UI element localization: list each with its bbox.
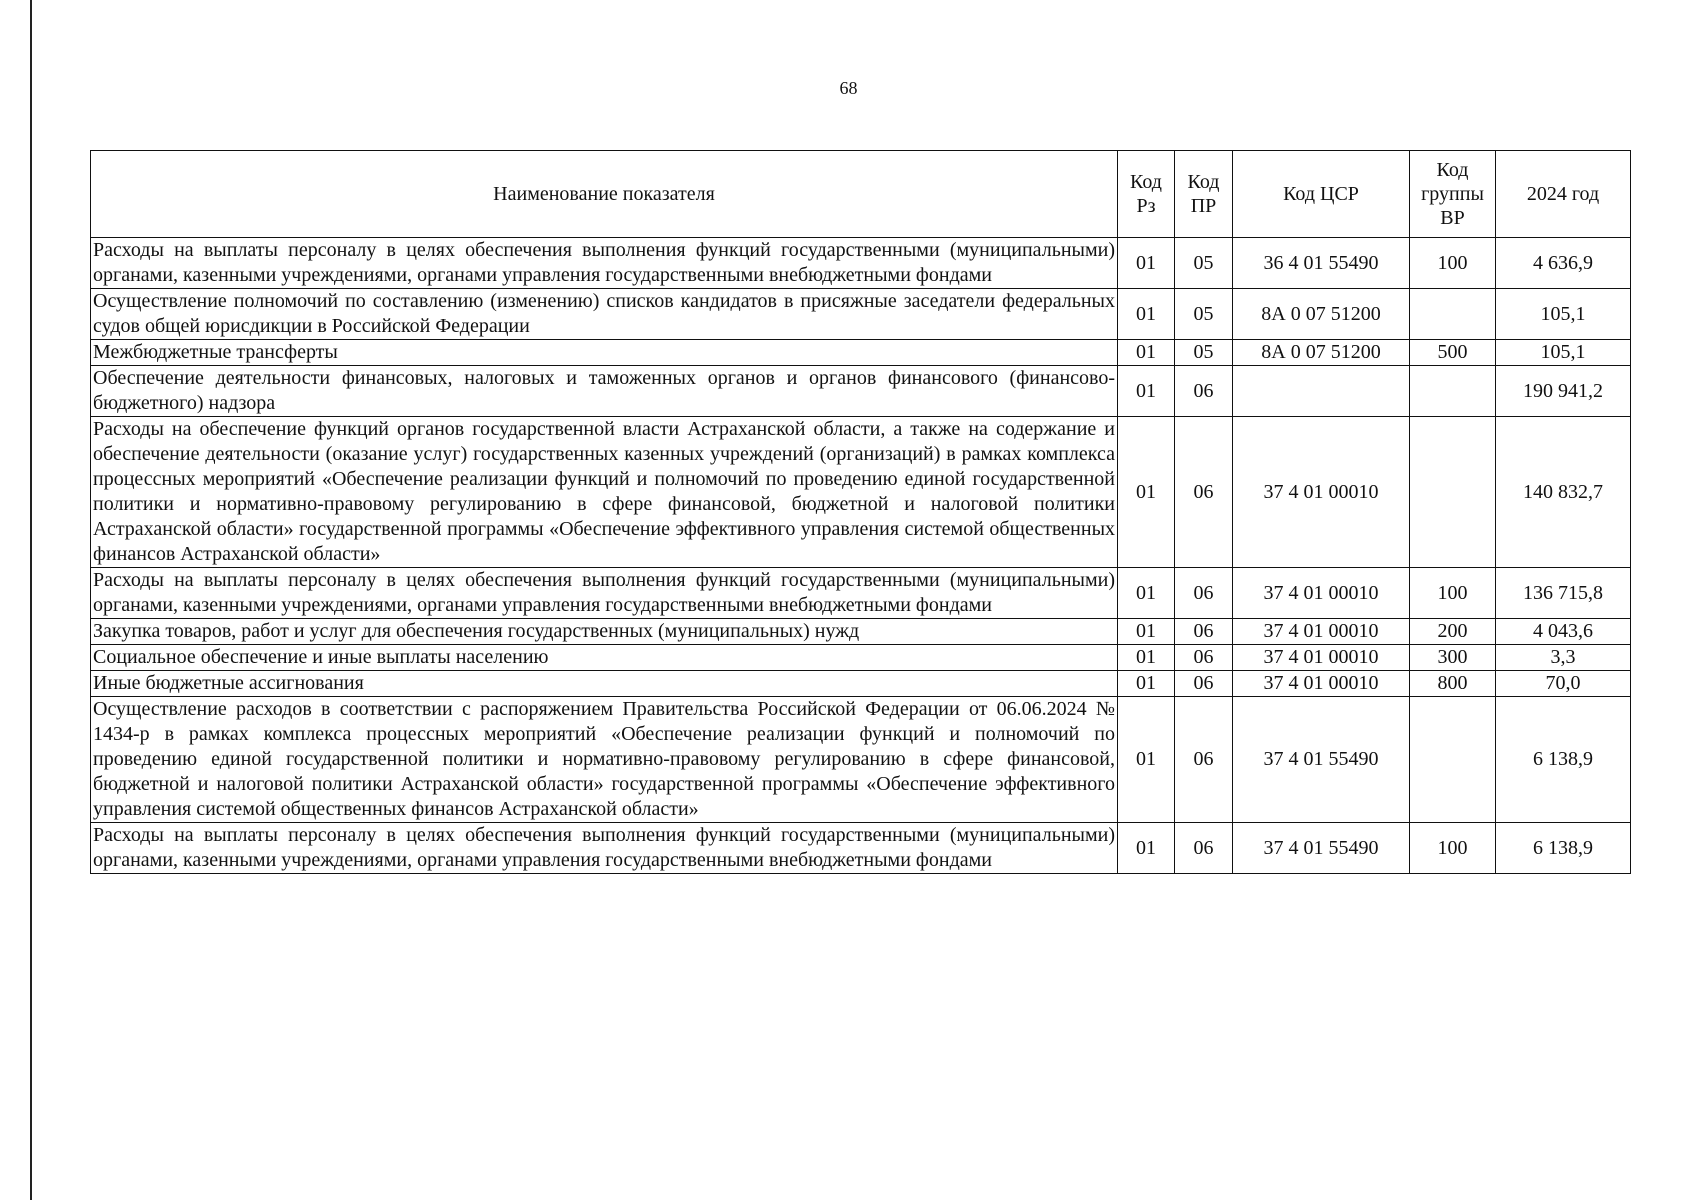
row-code-csr: 8А 0 07 51200	[1233, 340, 1410, 366]
row-code-rz: 01	[1118, 645, 1175, 671]
row-code-csr: 37 4 01 00010	[1233, 671, 1410, 697]
page-binding-line	[30, 0, 32, 1200]
row-code-vr	[1410, 697, 1496, 823]
header-code-pr: Код ПР	[1175, 151, 1233, 238]
table-row	[91, 238, 1631, 289]
row-code-rz: 01	[1118, 619, 1175, 645]
row-name: Расходы на обеспечение функций органов государственной власти Астраханской области, а также на содержание и обеспечение деятельности (оказание услуг) государственных казенных учреждений (организаций) в рамках комплекса процессных мероприятий «Обеспечение реализации функций и полномочий по проведению единой государственной политики и нормативно-правовому регулированию в сфере финансовой, бюджетной и налоговой политики Астраханской области» государственной программы «Обеспечение эффективного управления системой общественных финансов Астраханской области»	[91, 417, 1118, 568]
row-code-rz: 01	[1118, 340, 1175, 366]
row-amount: 3,3	[1496, 645, 1631, 671]
table-row	[91, 289, 1631, 340]
row-amount: 105,1	[1496, 289, 1631, 340]
row-code-csr: 37 4 01 55490	[1233, 823, 1410, 874]
row-code-vr: 800	[1410, 671, 1496, 697]
row-name: Межбюджетные трансферты	[91, 340, 1118, 366]
row-code-pr: 06	[1175, 823, 1233, 874]
row-code-pr: 06	[1175, 568, 1233, 619]
row-code-rz: 01	[1118, 568, 1175, 619]
row-code-pr: 05	[1175, 289, 1233, 340]
row-code-rz: 01	[1118, 417, 1175, 568]
header-name: Наименование показателя	[91, 151, 1118, 238]
row-code-rz: 01	[1118, 671, 1175, 697]
row-amount: 136 715,8	[1496, 568, 1631, 619]
row-code-csr: 37 4 01 00010	[1233, 619, 1410, 645]
row-code-pr: 05	[1175, 238, 1233, 289]
row-name: Расходы на выплаты персоналу в целях обеспечения выполнения функций государственными (муниципальными) органами, казенными учреждениями, органами управления государственными внебюджетными фондами	[91, 238, 1118, 289]
table-row	[91, 417, 1631, 568]
row-code-vr: 500	[1410, 340, 1496, 366]
row-code-pr: 06	[1175, 366, 1233, 417]
row-code-rz: 01	[1118, 289, 1175, 340]
row-name: Социальное обеспечение и иные выплаты населению	[91, 645, 1118, 671]
row-code-csr: 36 4 01 55490	[1233, 238, 1410, 289]
row-name: Иные бюджетные ассигнования	[91, 671, 1118, 697]
header-code-csr: Код ЦСР	[1233, 151, 1410, 238]
row-amount: 6 138,9	[1496, 697, 1631, 823]
row-amount: 4 043,6	[1496, 619, 1631, 645]
row-name: Осуществление расходов в соответствии с распоряжением Правительства Российской Федерации от 06.06.2024 № 1434-р в рамках комплекса процессных мероприятий «Обеспечение реализации функций и полномочий по проведению единой государственной политики и нормативно-правовому регулированию в сфере финансовой, бюджетной и налоговой политики Астраханской области» государственной программы «Обеспечение эффективного управления системой общественных финансов Астраханской области»	[91, 697, 1118, 823]
row-amount: 140 832,7	[1496, 417, 1631, 568]
row-code-csr: 37 4 01 00010	[1233, 417, 1410, 568]
table-header-row	[91, 151, 1631, 238]
row-name: Расходы на выплаты персоналу в целях обеспечения выполнения функций государственными (муниципальными) органами, казенными учреждениями, органами управления государственными внебюджетными фондами	[91, 823, 1118, 874]
table-row	[91, 697, 1631, 823]
table-row	[91, 645, 1631, 671]
row-name: Осуществление полномочий по составлению (изменению) списков кандидатов в присяжные заседатели федеральных судов общей юрисдикции в Российской Федерации	[91, 289, 1118, 340]
row-code-rz: 01	[1118, 366, 1175, 417]
row-code-vr: 200	[1410, 619, 1496, 645]
row-code-vr: 100	[1410, 568, 1496, 619]
row-code-pr: 06	[1175, 697, 1233, 823]
budget-table	[90, 150, 1631, 874]
row-name: Расходы на выплаты персоналу в целях обеспечения выполнения функций государственными (муниципальными) органами, казенными учреждениями, органами управления государственными внебюджетными фондами	[91, 568, 1118, 619]
row-name: Обеспечение деятельности финансовых, налоговых и таможенных органов и органов финансового (финансово-бюджетного) надзора	[91, 366, 1118, 417]
row-code-csr: 8А 0 07 51200	[1233, 289, 1410, 340]
row-code-vr: 300	[1410, 645, 1496, 671]
row-code-rz: 01	[1118, 697, 1175, 823]
row-amount: 105,1	[1496, 340, 1631, 366]
table-row	[91, 619, 1631, 645]
page-number: 68	[839, 78, 858, 98]
row-code-csr: 37 4 01 55490	[1233, 697, 1410, 823]
row-code-rz: 01	[1118, 823, 1175, 874]
row-amount: 70,0	[1496, 671, 1631, 697]
row-amount: 6 138,9	[1496, 823, 1631, 874]
row-code-vr: 100	[1410, 238, 1496, 289]
row-code-vr: 100	[1410, 823, 1496, 874]
row-code-pr: 06	[1175, 671, 1233, 697]
table-row	[91, 366, 1631, 417]
row-code-vr	[1410, 366, 1496, 417]
row-code-pr: 06	[1175, 417, 1233, 568]
table-row	[91, 568, 1631, 619]
header-code-rz: Код Рз	[1118, 151, 1175, 238]
header-code-vr: Код группы ВР	[1410, 151, 1496, 238]
row-amount: 190 941,2	[1496, 366, 1631, 417]
table-row	[91, 823, 1631, 874]
row-code-csr	[1233, 366, 1410, 417]
row-code-csr: 37 4 01 00010	[1233, 568, 1410, 619]
table-row	[91, 340, 1631, 366]
row-code-vr	[1410, 289, 1496, 340]
row-code-rz: 01	[1118, 238, 1175, 289]
row-code-csr: 37 4 01 00010	[1233, 645, 1410, 671]
row-code-pr: 06	[1175, 619, 1233, 645]
row-name: Закупка товаров, работ и услуг для обеспечения государственных (муниципальных) нужд	[91, 619, 1118, 645]
table-row	[91, 671, 1631, 697]
row-amount: 4 636,9	[1496, 238, 1631, 289]
row-code-vr	[1410, 417, 1496, 568]
row-code-pr: 05	[1175, 340, 1233, 366]
header-year-2024: 2024 год	[1496, 151, 1631, 238]
row-code-pr: 06	[1175, 645, 1233, 671]
